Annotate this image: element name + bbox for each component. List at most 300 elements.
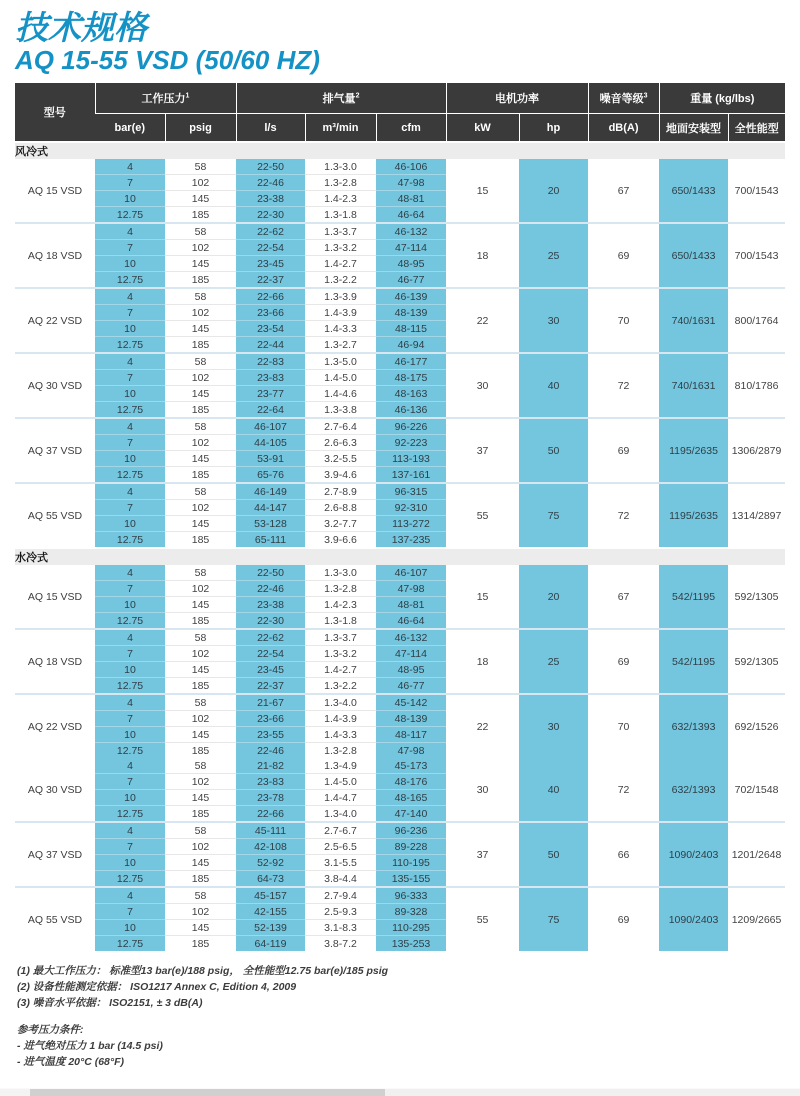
cell-psig: 102 [165, 370, 236, 386]
cell-bar: 4 [95, 288, 165, 305]
cell-bar: 4 [95, 223, 165, 240]
cell-psig: 102 [165, 305, 236, 321]
cell-cfm: 48-81 [376, 191, 446, 207]
cell-psig: 102 [165, 175, 236, 191]
cell-m3min: 1.3-4.0 [305, 806, 376, 823]
cell-bar: 4 [95, 565, 165, 581]
cell-psig: 185 [165, 936, 236, 952]
col-group-1: 工作压力$^1$ [95, 83, 236, 114]
col-sub-4-0: 地面安装型 [659, 114, 728, 143]
footer-strip-left-segment [0, 1089, 30, 1096]
cell-psig: 185 [165, 806, 236, 823]
cell-bar: 7 [95, 581, 165, 597]
col-sub-2-1: hp [519, 114, 588, 143]
spec-row [15, 353, 785, 370]
cell-cfm: 47-140 [376, 806, 446, 823]
cell-bar: 7 [95, 305, 165, 321]
cell-m3min: 1.3-3.9 [305, 288, 376, 305]
cell-hp: 25 [519, 223, 588, 288]
cell-cfm: 46-106 [376, 159, 446, 175]
cell-cfm: 137-161 [376, 467, 446, 484]
page-title: 技术规格 [15, 9, 147, 46]
cell-db: 69 [588, 887, 659, 951]
cell-bar: 12.75 [95, 337, 165, 354]
spec-row [15, 418, 785, 435]
cell-bar: 4 [95, 822, 165, 839]
cell-m3min: 1.4-2.7 [305, 256, 376, 272]
model-cell: AQ 22 VSD [15, 288, 95, 353]
cell-kw: 15 [446, 565, 519, 629]
cell-m3min: 2.5-9.3 [305, 904, 376, 920]
cell-cfm: 47-98 [376, 581, 446, 597]
cell-m3min: 1.3-2.7 [305, 337, 376, 354]
cell-m3min: 1.3-5.0 [305, 353, 376, 370]
cell-psig: 185 [165, 402, 236, 419]
cell-bar: 7 [95, 240, 165, 256]
cell-m3min: 1.3-1.8 [305, 207, 376, 224]
cell-psig: 145 [165, 256, 236, 272]
cell-m3min: 1.4-3.3 [305, 727, 376, 743]
reference-conditions [17, 1023, 800, 1070]
col-group-sup: 1 [185, 92, 190, 100]
cell-psig: 185 [165, 613, 236, 630]
cell-wfloor: 542/1195 [659, 565, 728, 629]
cell-ls: 22-44 [236, 337, 305, 354]
cell-wff: 1209/2665 [728, 887, 785, 951]
cell-bar: 7 [95, 175, 165, 191]
cell-bar: 7 [95, 435, 165, 451]
cell-cfm: 113-193 [376, 451, 446, 467]
spec-row [15, 887, 785, 904]
cell-wfloor: 1195/2635 [659, 483, 728, 548]
cell-psig: 102 [165, 646, 236, 662]
cell-bar: 10 [95, 790, 165, 806]
cell-hp: 40 [519, 353, 588, 418]
section-label: 水冷式 [15, 548, 785, 565]
cell-psig: 102 [165, 500, 236, 516]
cell-db: 70 [588, 694, 659, 758]
cell-cfm: 48-165 [376, 790, 446, 806]
cell-m3min: 1.3-3.0 [305, 565, 376, 581]
cell-ls: 23-54 [236, 321, 305, 337]
model-cell: AQ 55 VSD [15, 887, 95, 951]
cell-hp: 30 [519, 694, 588, 758]
cell-m3min: 1.4-3.3 [305, 321, 376, 337]
cell-ls: 65-111 [236, 532, 305, 549]
cell-hp: 40 [519, 758, 588, 822]
cell-db: 70 [588, 288, 659, 353]
cell-psig: 145 [165, 191, 236, 207]
cell-ls: 22-66 [236, 288, 305, 305]
cell-wfloor: 1090/2403 [659, 887, 728, 951]
model-cell: AQ 55 VSD [15, 483, 95, 548]
cell-psig: 185 [165, 871, 236, 888]
cell-bar: 10 [95, 256, 165, 272]
cell-bar: 10 [95, 855, 165, 871]
col-sub-1-1: m³/min [305, 114, 376, 143]
model-cell: AQ 15 VSD [15, 159, 95, 223]
cell-psig: 58 [165, 758, 236, 774]
cell-m3min: 1.3-4.9 [305, 758, 376, 774]
cell-bar: 10 [95, 597, 165, 613]
cell-cfm: 47-114 [376, 240, 446, 256]
cell-cfm: 113-272 [376, 516, 446, 532]
cell-ls: 22-46 [236, 175, 305, 191]
col-group-5: 重量 (kg/lbs) [659, 83, 785, 114]
cell-hp: 20 [519, 565, 588, 629]
cell-wfloor: 740/1631 [659, 353, 728, 418]
cell-wfloor: 542/1195 [659, 629, 728, 694]
cell-psig: 102 [165, 904, 236, 920]
model-cell: AQ 37 VSD [15, 822, 95, 887]
cell-bar: 4 [95, 418, 165, 435]
cell-cfm: 48-81 [376, 597, 446, 613]
cell-m3min: 1.4-5.0 [305, 370, 376, 386]
cell-m3min: 1.3-2.8 [305, 743, 376, 759]
cell-psig: 58 [165, 822, 236, 839]
cell-wff: 702/1548 [728, 758, 785, 822]
cell-ls: 45-111 [236, 822, 305, 839]
cell-bar: 4 [95, 159, 165, 175]
cell-psig: 185 [165, 207, 236, 224]
cell-psig: 58 [165, 223, 236, 240]
cell-db: 67 [588, 565, 659, 629]
cell-cfm: 89-328 [376, 904, 446, 920]
cell-m3min: 3.2-7.7 [305, 516, 376, 532]
cell-psig: 102 [165, 435, 236, 451]
cell-ls: 22-66 [236, 806, 305, 823]
cell-wff: 592/1305 [728, 629, 785, 694]
page-subtitle: AQ 15-55 VSD (50/60 HZ) [15, 44, 320, 75]
cell-hp: 75 [519, 483, 588, 548]
footer-strip-right-segment [385, 1089, 800, 1096]
cell-m3min: 1.4-2.7 [305, 662, 376, 678]
cell-psig: 145 [165, 662, 236, 678]
cell-db: 69 [588, 629, 659, 694]
cell-m3min: 3.1-8.3 [305, 920, 376, 936]
cell-psig: 58 [165, 887, 236, 904]
cell-m3min: 2.6-6.3 [305, 435, 376, 451]
cell-bar: 10 [95, 516, 165, 532]
cell-wff: 1306/2879 [728, 418, 785, 483]
cell-psig: 58 [165, 629, 236, 646]
cell-ls: 23-78 [236, 790, 305, 806]
cell-m3min: 1.3-3.0 [305, 159, 376, 175]
cell-psig: 145 [165, 855, 236, 871]
cell-m3min: 1.4-2.3 [305, 191, 376, 207]
cell-kw: 37 [446, 822, 519, 887]
cell-m3min: 2.6-8.8 [305, 500, 376, 516]
cell-m3min: 1.3-3.7 [305, 629, 376, 646]
cell-m3min: 2.7-6.4 [305, 418, 376, 435]
section-row [15, 142, 785, 159]
model-cell: AQ 22 VSD [15, 694, 95, 758]
cell-ls: 42-108 [236, 839, 305, 855]
header-row-units [15, 114, 785, 143]
cell-ls: 22-83 [236, 353, 305, 370]
cell-psig: 58 [165, 483, 236, 500]
cell-wff: 1314/2897 [728, 483, 785, 548]
cell-psig: 102 [165, 240, 236, 256]
cell-bar: 10 [95, 662, 165, 678]
cell-ls: 44-147 [236, 500, 305, 516]
col-header-model: 型号 [15, 83, 95, 142]
col-group-4: 噪音等级$^3$ [588, 83, 659, 114]
cell-cfm: 48-175 [376, 370, 446, 386]
cell-kw: 55 [446, 483, 519, 548]
cell-m3min: 1.3-2.8 [305, 175, 376, 191]
cell-bar: 10 [95, 451, 165, 467]
cell-psig: 185 [165, 532, 236, 549]
cell-psig: 58 [165, 288, 236, 305]
cell-ls: 22-46 [236, 743, 305, 759]
spec-row [15, 629, 785, 646]
cell-ls: 23-45 [236, 256, 305, 272]
cell-m3min: 1.4-3.9 [305, 305, 376, 321]
cell-ls: 22-62 [236, 223, 305, 240]
cell-ls: 64-73 [236, 871, 305, 888]
spec-table-body [15, 142, 785, 951]
cell-bar: 4 [95, 629, 165, 646]
cell-bar: 12.75 [95, 871, 165, 888]
cell-m3min: 1.4-3.9 [305, 711, 376, 727]
cell-hp: 25 [519, 629, 588, 694]
cell-ls: 21-82 [236, 758, 305, 774]
cell-kw: 37 [446, 418, 519, 483]
cell-cfm: 46-94 [376, 337, 446, 354]
cell-cfm: 48-139 [376, 305, 446, 321]
spec-row [15, 483, 785, 500]
cell-m3min: 3.8-7.2 [305, 936, 376, 952]
cell-ls: 22-54 [236, 646, 305, 662]
cell-psig: 58 [165, 418, 236, 435]
cell-kw: 18 [446, 629, 519, 694]
cell-m3min: 3.2-5.5 [305, 451, 376, 467]
cell-bar: 12.75 [95, 613, 165, 630]
spec-table-head [15, 83, 785, 142]
cell-psig: 145 [165, 727, 236, 743]
cell-bar: 7 [95, 774, 165, 790]
cell-wfloor: 1195/2635 [659, 418, 728, 483]
cell-ls: 22-50 [236, 565, 305, 581]
cell-ls: 65-76 [236, 467, 305, 484]
cell-psig: 185 [165, 467, 236, 484]
cell-bar: 12.75 [95, 467, 165, 484]
col-group-sup: 3 [643, 92, 648, 100]
cell-ls: 23-38 [236, 191, 305, 207]
cell-ls: 46-149 [236, 483, 305, 500]
cell-wff: 700/1543 [728, 159, 785, 223]
cell-cfm: 96-236 [376, 822, 446, 839]
col-sub-1-0: l/s [236, 114, 305, 143]
cell-psig: 145 [165, 516, 236, 532]
cell-ls: 23-83 [236, 774, 305, 790]
cell-cfm: 46-107 [376, 565, 446, 581]
cell-bar: 10 [95, 727, 165, 743]
cell-m3min: 3.1-5.5 [305, 855, 376, 871]
cell-ls: 23-38 [236, 597, 305, 613]
cell-ls: 52-92 [236, 855, 305, 871]
cell-cfm: 48-139 [376, 711, 446, 727]
cell-ls: 23-83 [236, 370, 305, 386]
cell-psig: 145 [165, 321, 236, 337]
cell-kw: 15 [446, 159, 519, 223]
cell-ls: 22-64 [236, 402, 305, 419]
cell-hp: 50 [519, 822, 588, 887]
cell-m3min: 2.7-8.9 [305, 483, 376, 500]
cell-wff: 692/1526 [728, 694, 785, 758]
cell-bar: 7 [95, 646, 165, 662]
cell-cfm: 48-95 [376, 256, 446, 272]
section-label: 风冷式 [15, 142, 785, 159]
cell-m3min: 1.3-3.2 [305, 240, 376, 256]
cell-cfm: 110-195 [376, 855, 446, 871]
model-cell: AQ 18 VSD [15, 629, 95, 694]
cell-psig: 102 [165, 839, 236, 855]
cell-cfm: 96-315 [376, 483, 446, 500]
cell-cfm: 110-295 [376, 920, 446, 936]
cell-ls: 22-50 [236, 159, 305, 175]
cell-m3min: 1.3-2.2 [305, 678, 376, 695]
cell-psig: 145 [165, 597, 236, 613]
cell-bar: 12.75 [95, 402, 165, 419]
cell-ls: 42-155 [236, 904, 305, 920]
cell-ls: 44-105 [236, 435, 305, 451]
cell-cfm: 46-64 [376, 613, 446, 630]
cell-bar: 12.75 [95, 207, 165, 224]
cell-kw: 55 [446, 887, 519, 951]
model-cell: AQ 37 VSD [15, 418, 95, 483]
cell-cfm: 46-132 [376, 223, 446, 240]
spec-table [15, 83, 785, 951]
cell-bar: 10 [95, 321, 165, 337]
cell-cfm: 47-114 [376, 646, 446, 662]
footnote-2: (2) 设备性能测定依据： ISO1217 Annex C, Edition 4, 2009 [17, 980, 297, 993]
cell-psig: 185 [165, 272, 236, 289]
cell-hp: 20 [519, 159, 588, 223]
cell-bar: 7 [95, 370, 165, 386]
cell-cfm: 48-117 [376, 727, 446, 743]
section-row [15, 548, 785, 565]
cell-cfm: 45-142 [376, 694, 446, 711]
cell-bar: 7 [95, 500, 165, 516]
cell-db: 72 [588, 758, 659, 822]
col-sub-2-0: kW [446, 114, 519, 143]
cell-psig: 185 [165, 743, 236, 759]
cell-kw: 30 [446, 758, 519, 822]
cell-cfm: 48-176 [376, 774, 446, 790]
model-cell: AQ 18 VSD [15, 223, 95, 288]
cell-bar: 4 [95, 483, 165, 500]
cell-cfm: 46-132 [376, 629, 446, 646]
cell-cfm: 46-136 [376, 402, 446, 419]
cell-db: 69 [588, 418, 659, 483]
cell-ls: 53-91 [236, 451, 305, 467]
cell-ls: 52-139 [236, 920, 305, 936]
cell-bar: 10 [95, 920, 165, 936]
cell-bar: 12.75 [95, 272, 165, 289]
footer-strip [0, 1088, 800, 1096]
col-sub-3-0: dB(A) [588, 114, 659, 143]
footnote-3: (3) 噪音水平依据： ISO2151, ± 3 dB(A) [17, 996, 203, 1009]
cell-wfloor: 632/1393 [659, 758, 728, 822]
cell-kw: 22 [446, 288, 519, 353]
cell-wfloor: 1090/2403 [659, 822, 728, 887]
spec-row [15, 565, 785, 581]
cell-wff: 800/1764 [728, 288, 785, 353]
cell-m3min: 2.7-9.4 [305, 887, 376, 904]
cell-m3min: 1.3-3.2 [305, 646, 376, 662]
cell-wff: 810/1786 [728, 353, 785, 418]
cell-psig: 102 [165, 774, 236, 790]
spec-row [15, 758, 785, 774]
cell-wff: 592/1305 [728, 565, 785, 629]
cell-m3min: 2.5-6.5 [305, 839, 376, 855]
cell-bar: 12.75 [95, 743, 165, 759]
cell-ls: 64-119 [236, 936, 305, 952]
cell-ls: 23-66 [236, 305, 305, 321]
cell-ls: 53-128 [236, 516, 305, 532]
cell-m3min: 3.9-4.6 [305, 467, 376, 484]
cell-ls: 22-54 [236, 240, 305, 256]
reference-item-2: - 进气温度 20°C (68°F) [17, 1055, 124, 1068]
cell-db: 69 [588, 223, 659, 288]
cell-cfm: 137-235 [376, 532, 446, 549]
cell-psig: 58 [165, 353, 236, 370]
cell-hp: 75 [519, 887, 588, 951]
cell-cfm: 89-228 [376, 839, 446, 855]
cell-bar: 7 [95, 711, 165, 727]
cell-hp: 30 [519, 288, 588, 353]
spec-row [15, 694, 785, 711]
cell-m3min: 1.3-2.2 [305, 272, 376, 289]
spec-row [15, 159, 785, 175]
cell-bar: 12.75 [95, 936, 165, 952]
col-sub-0-0: bar(e) [95, 114, 165, 143]
cell-cfm: 48-115 [376, 321, 446, 337]
cell-cfm: 46-139 [376, 288, 446, 305]
cell-db: 67 [588, 159, 659, 223]
cell-bar: 4 [95, 758, 165, 774]
cell-m3min: 2.7-6.7 [305, 822, 376, 839]
cell-cfm: 96-333 [376, 887, 446, 904]
header-row-groups [15, 83, 785, 114]
cell-m3min: 1.3-3.7 [305, 223, 376, 240]
cell-cfm: 47-98 [376, 175, 446, 191]
footer-strip-mid-segment [30, 1089, 385, 1096]
cell-wfloor: 632/1393 [659, 694, 728, 758]
cell-cfm: 47-98 [376, 743, 446, 759]
cell-ls: 22-30 [236, 613, 305, 630]
model-cell: AQ 15 VSD [15, 565, 95, 629]
cell-bar: 10 [95, 191, 165, 207]
cell-m3min: 1.3-4.0 [305, 694, 376, 711]
cell-psig: 58 [165, 565, 236, 581]
cell-psig: 58 [165, 694, 236, 711]
spec-row [15, 288, 785, 305]
cell-ls: 22-46 [236, 581, 305, 597]
spec-row [15, 223, 785, 240]
cell-cfm: 45-173 [376, 758, 446, 774]
col-group-2: 排气量$^2$ [236, 83, 446, 114]
cell-wfloor: 650/1433 [659, 159, 728, 223]
cell-bar: 7 [95, 904, 165, 920]
cell-ls: 23-66 [236, 711, 305, 727]
cell-ls: 22-62 [236, 629, 305, 646]
cell-wff: 1201/2648 [728, 822, 785, 887]
cell-db: 66 [588, 822, 659, 887]
footnote-1: (1) 最大工作压力： 标准型13 bar(e)/188 psig， 全性能型12.75 bar(e)/185 psig [17, 965, 389, 978]
